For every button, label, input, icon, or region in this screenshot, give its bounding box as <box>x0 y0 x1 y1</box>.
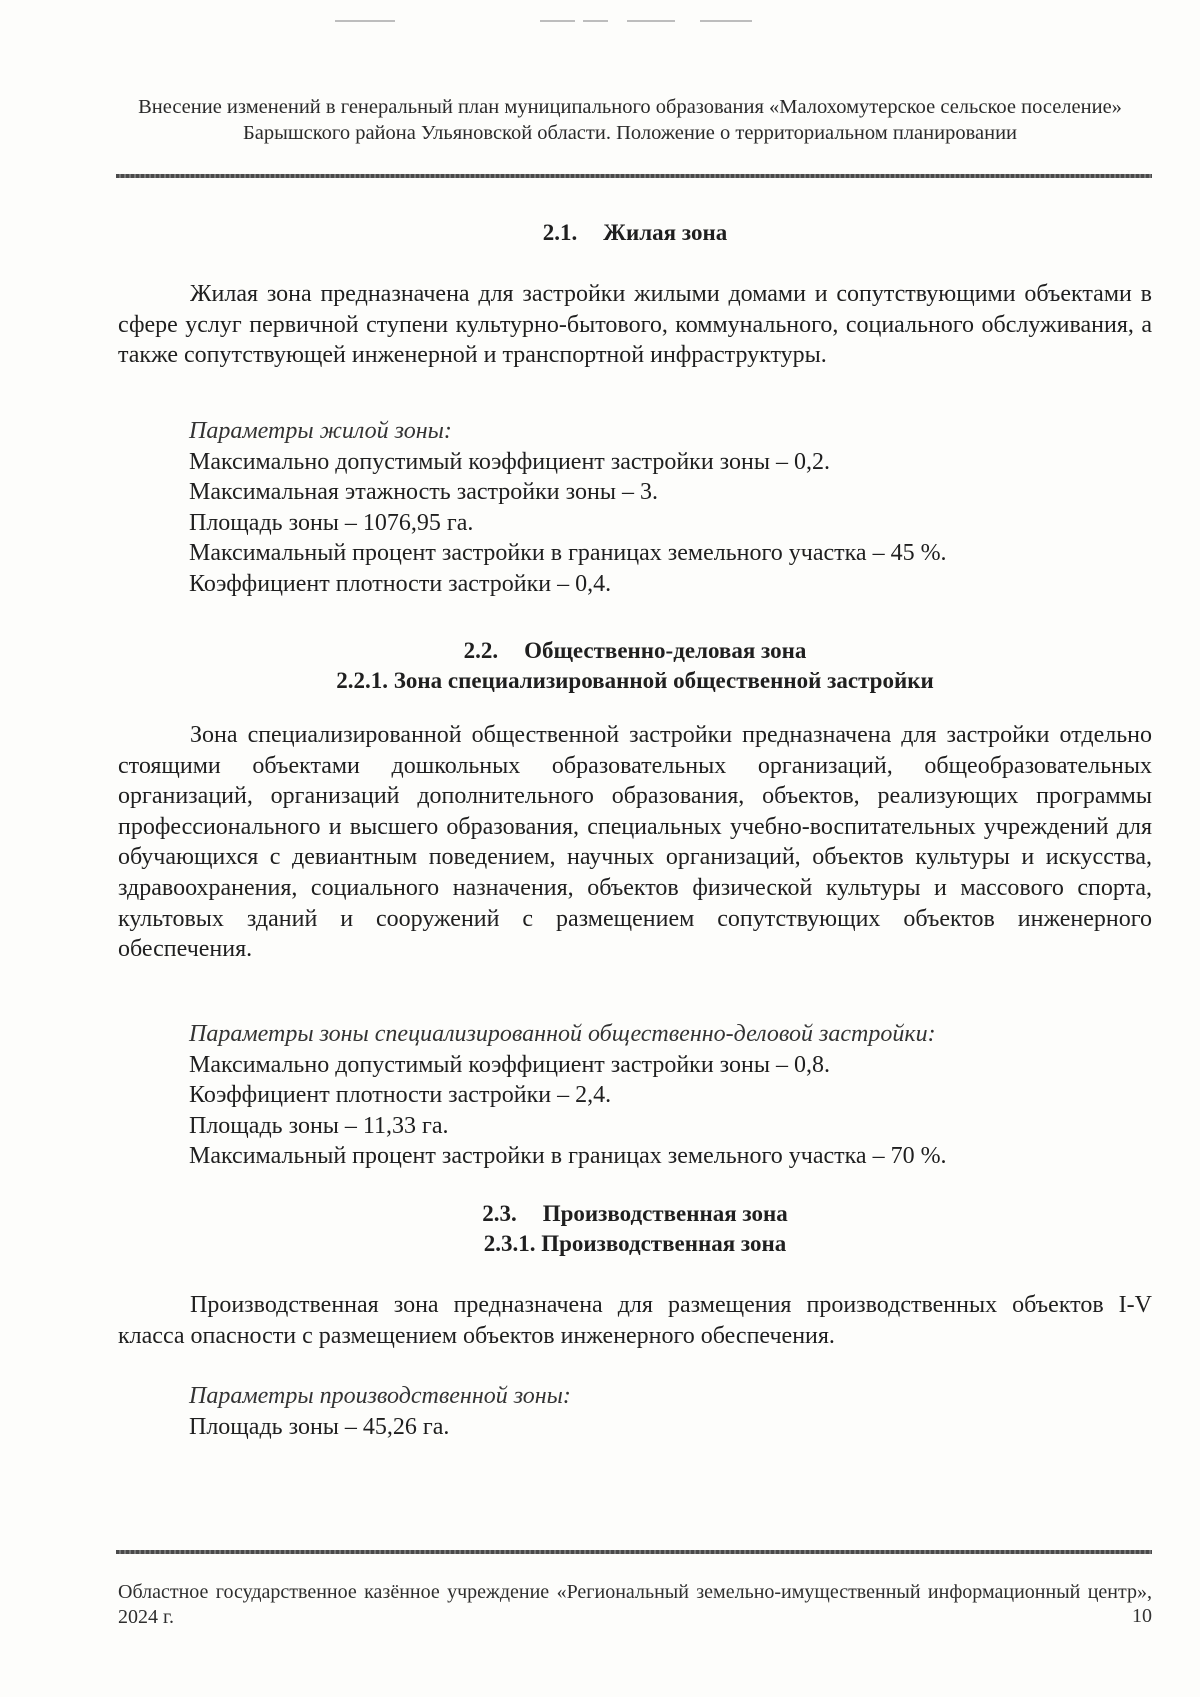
subsection-heading-2-3-1: 2.3.1. Производственная зона <box>483 1231 787 1256</box>
section-paragraph-2-3: Производственная зона предназначена для размещения производственных объектов I-V класса опасности с размещением объектов инженерного обеспечения. <box>118 1292 1152 1349</box>
document-header: Внесение изменений в генеральный план муниципального образования «Малохомутерское сельское поселение» Барышского района Ульяновской области. Положение о территориальном планировании <box>138 96 1122 144</box>
header-divider <box>116 174 1152 178</box>
section-heading-2-2 <box>110 636 1160 666</box>
section-paragraph-2-1: Жилая зона предназначена для застройки жилыми домами и сопутствующими объектами в сфере услуг первичной ступени культурно-бытового, коммунального, социального обслуживания, а также сопутствующей инженерной и транспортной инфраструктуры. <box>118 281 1152 369</box>
footer-divider <box>116 1550 1152 1554</box>
params-block-2-2 <box>189 1019 1149 1172</box>
section-number: 2.1. <box>542 220 578 245</box>
param-line: Максимальная этажность застройки зоны – 3. <box>189 479 658 506</box>
params-block-2-1 <box>189 416 1149 600</box>
document-footer: Областное государственное казённое учреждение «Региональный земельно-имущественный информационный центр», 2024 г. <box>118 1581 1152 1628</box>
section-title: Общественно-деловая зона <box>524 638 807 663</box>
param-line: Площадь зоны – 45,26 га. <box>189 1413 450 1440</box>
param-line: Максимально допустимый коэффициент застройки зоны – 0,2. <box>189 448 830 475</box>
section-paragraph-2-2: Зона специализированной общественной застройки предназначена для застройки отдельно стоящими объектами дошкольных образовательных организаций, общеобразовательных организаций, организаций дополнительного образования, объектов, реализующих программы профессионального и высшего образования, специальных учебно-воспитательных учреждений для обучающихся с девиантным поведением, научных организаций, объектов культуры и искусства, здравоохранения, социального назначения, объектов физической культуры и массового спорта, культовых зданий и сооружений с размещением сопутствующих объектов инженерного обеспечения. <box>118 722 1152 963</box>
subsection-heading-2-2-1: 2.2.1. Зона специализированной общественной застройки <box>336 668 934 693</box>
param-line: Максимальный процент застройки в границах земельного участка – 70 %. <box>189 1143 947 1170</box>
params-block-2-3 <box>189 1381 1149 1442</box>
param-line: Максимально допустимый коэффициент застройки зоны – 0,8. <box>189 1051 830 1078</box>
section-number: 2.2. <box>463 638 499 663</box>
params-title: Параметры производственной зоны: <box>189 1383 571 1409</box>
params-title: Параметры жилой зоны: <box>189 418 452 444</box>
param-line: Коэффициент плотности застройки – 0,4. <box>189 570 612 597</box>
param-line: Коэффициент плотности застройки – 2,4. <box>189 1082 612 1109</box>
section-number: 2.3. <box>482 1201 517 1226</box>
section-title: Производственная зона <box>542 1201 788 1226</box>
param-line: Площадь зоны – 11,33 га. <box>189 1112 449 1139</box>
section-heading-2-3 <box>110 1199 1160 1229</box>
params-title: Параметры зоны специализированной общественно-деловой застройки: <box>189 1021 936 1047</box>
param-line: Максимальный процент застройки в границах земельного участка – 45 %. <box>189 540 947 567</box>
param-line: Площадь зоны – 1076,95 га. <box>189 509 474 536</box>
section-heading-2-1 <box>110 218 1160 248</box>
section-title: Жилая зона <box>603 220 728 245</box>
page-number: 10 <box>1132 1605 1152 1627</box>
